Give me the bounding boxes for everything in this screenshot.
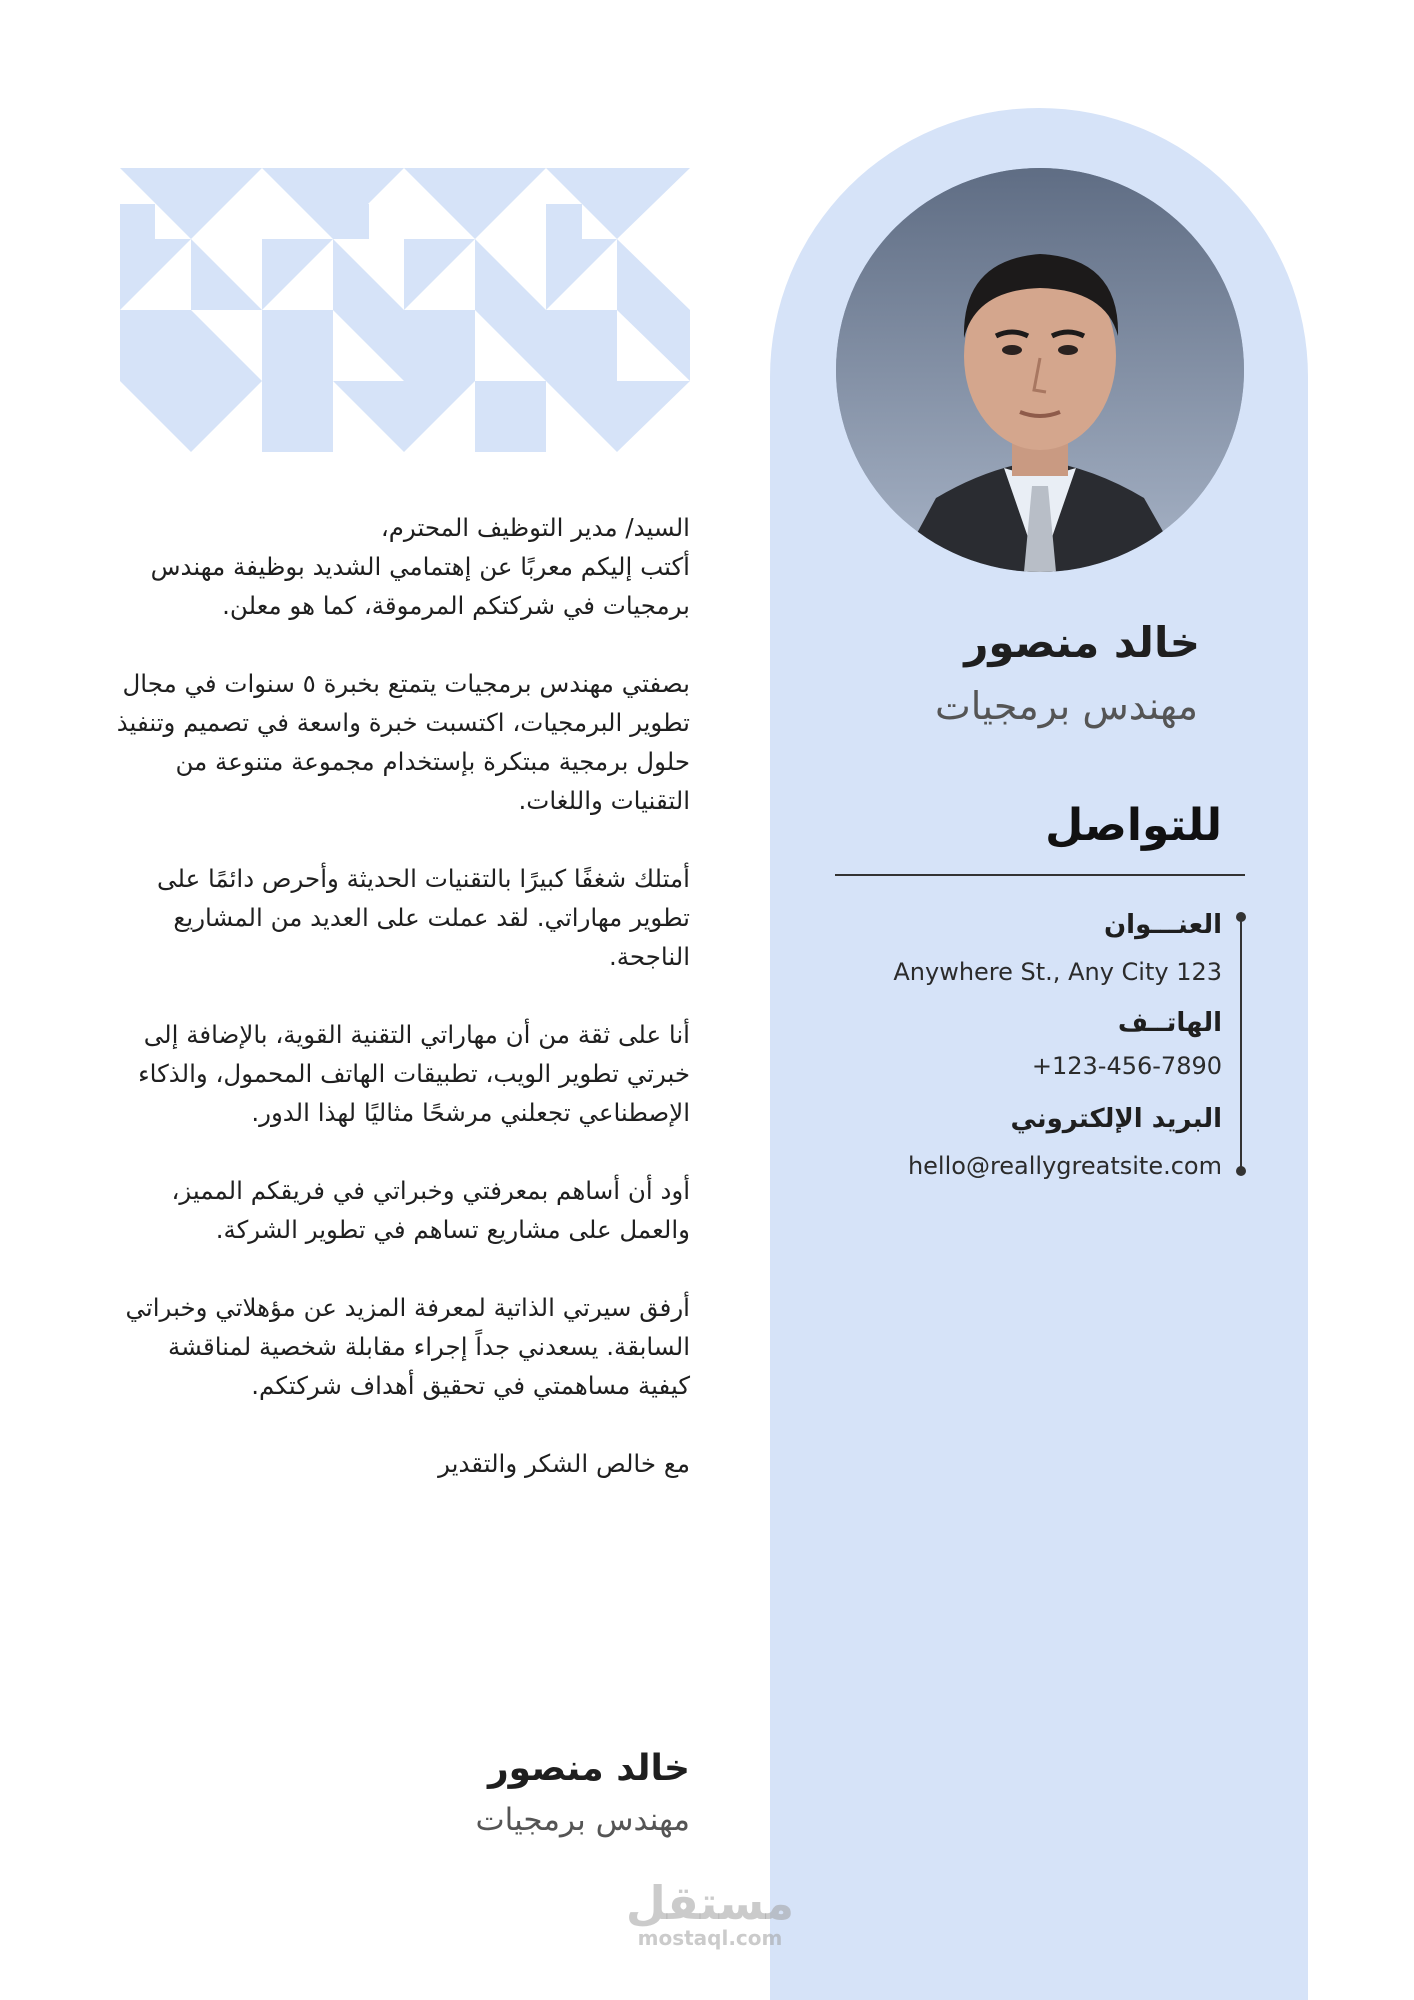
- email-value: hello@reallygreatsite.com: [907, 1152, 1222, 1180]
- watermark-arabic: مستقل: [625, 1876, 795, 1930]
- letter-paragraph: أود أن أساهم بمعرفتي وخبراتي في فريقكم المميز، والعمل على مشاريع تساهم في تطوير الشركة.: [171, 1176, 690, 1244]
- phone-label: الهاتــف: [1117, 1008, 1222, 1038]
- letter-closing: مع خالص الشكر والتقدير: [438, 1449, 690, 1478]
- contact-divider: [835, 874, 1245, 876]
- letter-paragraph: أنا على ثقة من أن مهاراتي التقنية القوية، بالإضافة إلى خبرتي تطوير الويب، تطبيقات الهاتف المحمول، والذكاء الإصطناعي تجعلني مرشحًا مثاليًا لهذا الدور.: [138, 1020, 690, 1127]
- signature-name: خالد منصور: [487, 1748, 690, 1789]
- mostaql-watermark: [615, 1876, 805, 1950]
- profile-photo: [836, 168, 1244, 572]
- letter-salutation: السيد/ مدير التوظيف المحترم،: [380, 513, 690, 542]
- letter-paragraph: أمتلك شغفًا كبيرًا بالتقنيات الحديثة وأحرص دائمًا على تطوير مهاراتي. لقد عملت على العديد من المشاريع الناجحة.: [157, 864, 690, 971]
- timeline-dot-bottom: [1236, 1166, 1246, 1176]
- contact-timeline-line: [1240, 916, 1242, 1172]
- timeline-dot-top: [1236, 912, 1246, 922]
- profile-name: خالد منصور: [964, 618, 1200, 667]
- portrait-photo-icon: [836, 168, 1244, 572]
- phone-value: +123-456-7890: [1031, 1052, 1222, 1080]
- letter-paragraph: أكتب إليكم معربًا عن إهتمامي الشديد بوظيفة مهندس برمجيات في شركتكم المرموقة، كما هو معلن.: [150, 552, 690, 620]
- letter-paragraph: أرفق سيرتي الذاتية لمعرفة المزيد عن مؤهلاتي وخبراتي السابقة. يسعدني جداً إجراء مقابلة شخصية لمناقشة كيفية مساهمتي في تحقيق أهداف شركتكم.: [125, 1293, 690, 1400]
- email-label: البريد الإلكتروني: [1010, 1104, 1222, 1134]
- cover-letter-body: [110, 508, 690, 1522]
- profile-role: مهندس برمجيات: [935, 684, 1198, 728]
- letter-paragraph: بصفتي مهندس برمجيات يتمتع بخبرة ٥ سنوات في مجال تطوير البرمجيات، اكتسبت خبرة واسعة في تصميم وتنفيذ حلول برمجية مبتكرة بإستخدام مجموعة متنوعة من التقنيات واللغات.: [116, 669, 690, 815]
- contact-heading: للتواصل: [1045, 800, 1222, 851]
- watermark-latin: mostaql.com: [637, 1926, 783, 1950]
- signature-role: مهندس برمجيات: [475, 1802, 690, 1838]
- address-value: Anywhere St., Any City 123: [893, 958, 1222, 986]
- address-label: العنـــوان: [1103, 910, 1222, 940]
- geometric-pattern: [120, 168, 690, 452]
